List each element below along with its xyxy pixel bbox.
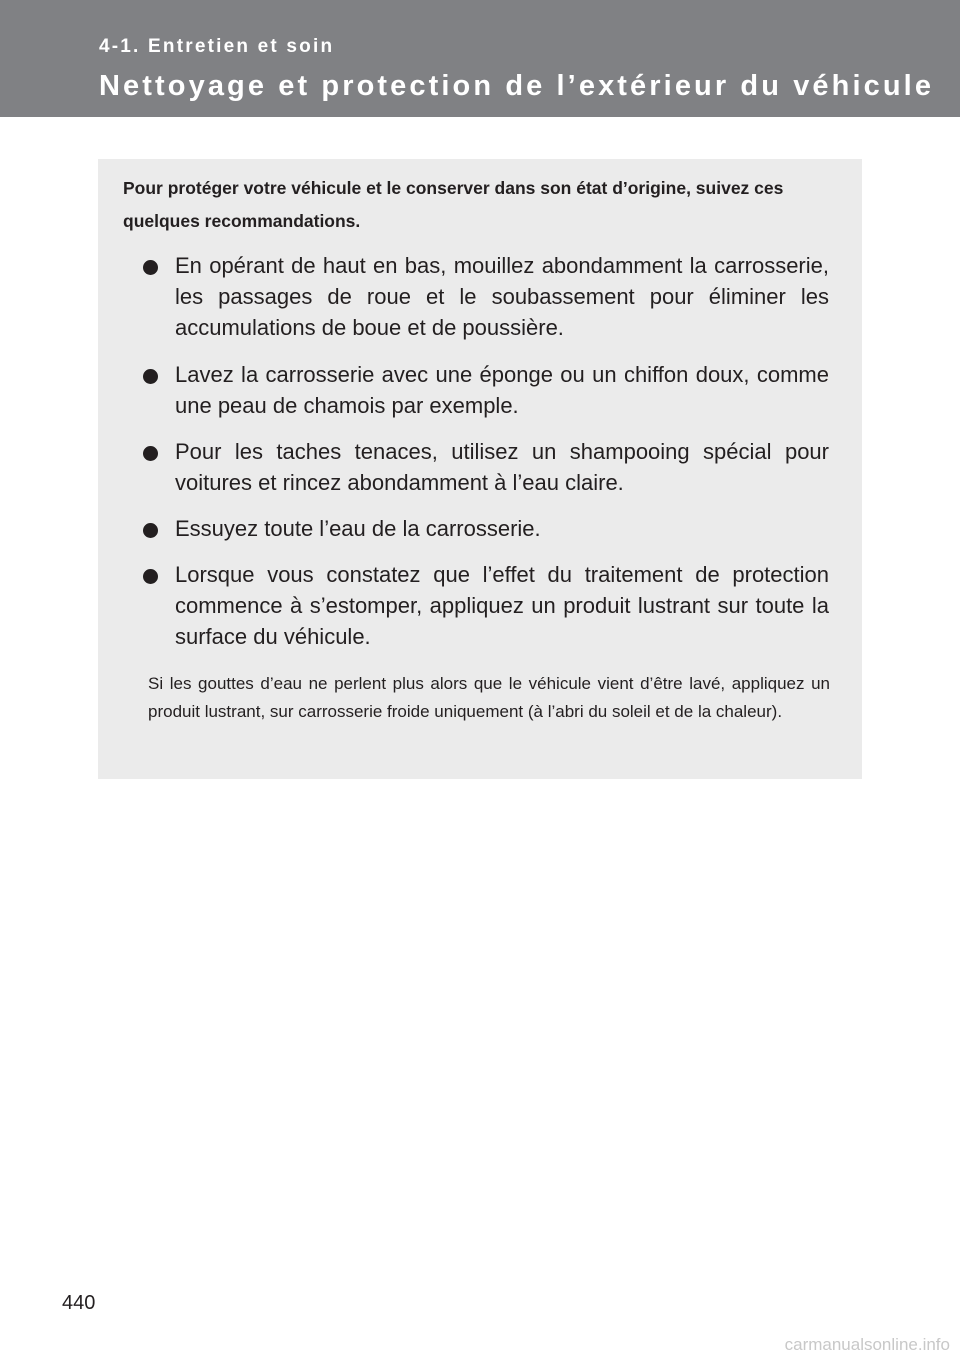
- content-panel: [98, 159, 862, 779]
- list-item-text: Lorsque vous constatez que l’effet du traitement de protection commence à s’estomper, appliquez un produit lustrant sur toute la surface du véhicule.: [175, 562, 829, 649]
- bullet-icon: [143, 523, 158, 538]
- list-item: [143, 513, 829, 544]
- list-item: [143, 359, 829, 421]
- note-text: Si les gouttes d’eau ne perlent plus alors que le véhicule vient d’être lavé, appliquez un produit lustrant, sur carrosserie froide uniquement (à l’abri du soleil et de la chaleur).: [148, 674, 830, 721]
- section-label: 4-1. Entretien et soin: [99, 36, 335, 57]
- intro-text: Pour protéger votre véhicule et le conserver dans son état d’origine, suivez ces quelques recommandations.: [123, 178, 784, 231]
- bullet-icon: [143, 446, 158, 461]
- list-item-text: Pour les taches tenaces, utilisez un shampooing spécial pour voitures et rincez abondamment à l’eau claire.: [175, 439, 829, 495]
- list-item-text: En opérant de haut en bas, mouillez abondamment la carrosserie, les passages de roue et le soubassement pour éliminer les accumulations de boue et de poussière.: [175, 253, 829, 340]
- list-item: [143, 436, 829, 498]
- page-title: Nettoyage et protection de l’extérieur du véhicule: [99, 70, 935, 102]
- list-item-text: Essuyez toute l’eau de la carrosserie.: [175, 516, 541, 541]
- page-header: [0, 0, 960, 117]
- bullet-icon: [143, 569, 158, 584]
- page-number: 440: [62, 1292, 96, 1314]
- bullet-icon: [143, 260, 158, 275]
- bullet-icon: [143, 369, 158, 384]
- list-item: [143, 250, 829, 343]
- list-item: [143, 559, 829, 652]
- list-item-text: Lavez la carrosserie avec une éponge ou un chiffon doux, comme une peau de chamois par exemple.: [175, 362, 829, 418]
- watermark: carmanualsonline.info: [784, 1335, 950, 1354]
